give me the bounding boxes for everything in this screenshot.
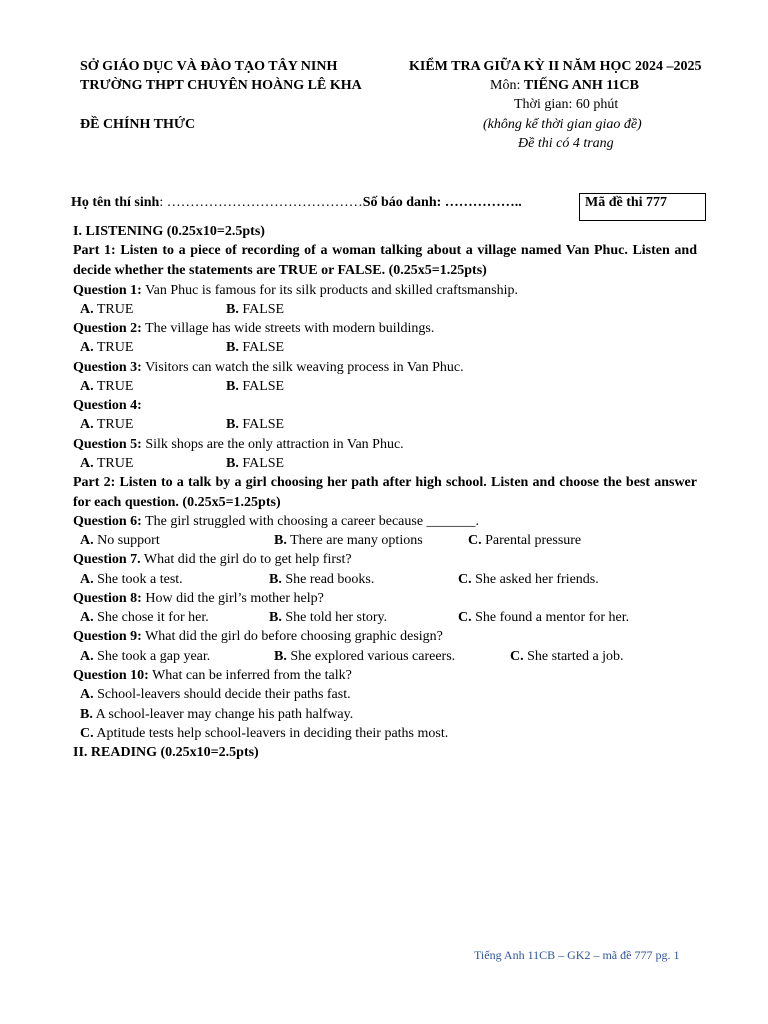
question-7-option-b[interactable]: B. She read books. <box>269 572 375 587</box>
question-10-option-a[interactable]: A. School-leavers should decide their paths fast. <box>80 687 351 702</box>
question-5-text: Silk shops are the only attraction in Van Phuc. <box>141 437 404 452</box>
question-6-option-c[interactable]: C. Parental pressure <box>468 533 582 548</box>
question-8-option-a[interactable]: A. She chose it for her. <box>80 610 209 625</box>
question-8-option-b[interactable]: B. She told her story. <box>269 610 388 625</box>
question-3-option-b[interactable]: B. FALSE <box>226 379 285 394</box>
time-note: (không kể thời gian giao đề) <box>483 117 642 132</box>
question-9-label: Question 9: <box>73 629 142 644</box>
part2-instructions: Part 2: Listen to a talk by a girl choosing her path after high school. Listen and choose the best answer for each question. (0.25x5=1.25pts) <box>73 475 697 510</box>
question-2-text: The village has wide streets with modern buildings. <box>141 321 435 336</box>
question-1-option-a[interactable]: A. TRUE <box>80 302 134 317</box>
subject-prefix: Môn: <box>490 78 524 93</box>
question-2 <box>73 319 434 338</box>
question-9 <box>73 627 443 646</box>
question-3-label: Question 3: <box>73 360 142 375</box>
question-3-option-a[interactable]: A. TRUE <box>80 379 134 394</box>
question-10 <box>73 666 352 685</box>
question-1-label: Question 1: <box>73 283 142 298</box>
question-3 <box>73 358 464 377</box>
question-4-label: Question 4: <box>73 398 142 413</box>
question-3-text: Visitors can watch the silk weaving process in Van Phuc. <box>141 360 464 375</box>
question-10-text: What can be inferred from the talk? <box>148 668 352 683</box>
question-5-option-b[interactable]: B. FALSE <box>226 456 285 471</box>
exam-time: Thời gian: 60 phút <box>514 97 619 112</box>
question-2-option-b[interactable]: B. FALSE <box>226 340 285 355</box>
school-name: TRƯỜNG THPT CHUYÊN HOÀNG LÊ KHA <box>80 78 362 93</box>
question-9-option-a[interactable]: A. She took a gap year. <box>80 649 211 664</box>
question-1-text: Van Phuc is famous for its silk products and skilled craftsmanship. <box>141 283 518 298</box>
section-listening-title: I. LISTENING (0.25x10=2.5pts) <box>73 224 265 239</box>
question-8 <box>73 589 324 608</box>
question-9-text: What did the girl do before choosing graphic design? <box>141 629 443 644</box>
question-7-option-c[interactable]: C. She asked her friends. <box>458 572 599 587</box>
question-2-option-a[interactable]: A. TRUE <box>80 340 134 355</box>
section-reading-title: II. READING (0.25x10=2.5pts) <box>73 745 259 760</box>
question-5 <box>73 435 404 454</box>
subject-name: TIẾNG ANH 11CB <box>523 78 639 93</box>
subject-line <box>490 78 639 94</box>
question-10-option-b[interactable]: B. A school-leaver may change his path halfway. <box>80 707 354 722</box>
question-10-option-c[interactable]: C. Aptitude tests help school-leavers in deciding their paths most. <box>80 726 449 741</box>
question-6-option-a[interactable]: A. No support <box>80 533 160 548</box>
question-5-label: Question 5: <box>73 437 142 452</box>
question-6 <box>73 512 479 531</box>
department-name: SỞ GIÁO DỤC VÀ ĐÀO TẠO TÂY NINH <box>80 59 338 74</box>
question-7-option-a[interactable]: A. She took a test. <box>80 572 183 587</box>
question-5-option-a[interactable]: A. TRUE <box>80 456 134 471</box>
question-7-label: Question 7. <box>73 552 141 567</box>
question-6-label: Question 6: <box>73 514 142 529</box>
question-9-option-c[interactable]: C. She started a job. <box>510 649 624 664</box>
question-10-label: Question 10: <box>73 668 149 683</box>
exam-title: KIỂM TRA GIỮA KỲ II NĂM HỌC 2024 –2025 <box>409 59 702 74</box>
question-4-option-b[interactable]: B. FALSE <box>226 417 285 432</box>
question-1 <box>73 281 518 300</box>
question-8-text: How did the girl’s mother help? <box>141 591 324 606</box>
candidate-name-label: Họ tên thí sinh <box>71 195 160 210</box>
question-9-option-b[interactable]: B. She explored various careers. <box>274 649 456 664</box>
page-count: Đề thi có 4 trang <box>518 136 614 151</box>
question-6-text: The girl struggled with choosing a career because _______. <box>141 514 480 529</box>
question-8-label: Question 8: <box>73 591 142 606</box>
part1-instructions: Part 1: Listen to a piece of recording of a woman talking about a village named Van Phuc. Listen and decide whether the statements are TRUE or FALSE. (0.25x5=1.25pts) <box>73 243 697 278</box>
question-6-option-b[interactable]: B. There are many options <box>274 533 423 548</box>
question-8-option-c[interactable]: C. She found a mentor for her. <box>458 610 630 625</box>
question-4-option-a[interactable]: A. TRUE <box>80 417 134 432</box>
official-label: ĐỀ CHÍNH THỨC <box>80 117 196 132</box>
candidate-name-line <box>71 195 522 211</box>
page-footer: Tiếng Anh 11CB – GK2 – mã đề 777 pg. 1 <box>474 948 680 962</box>
exam-code: Mã đề thi 777 <box>585 195 668 210</box>
question-7-text: What did the girl do to get help first? <box>140 552 352 567</box>
question-7 <box>73 550 352 569</box>
candidate-name-dots: : …………………………………… <box>159 195 363 210</box>
candidate-id-label: Số báo danh: …………….. <box>362 195 522 210</box>
question-1-option-b[interactable]: B. FALSE <box>226 302 285 317</box>
question-4 <box>73 396 142 415</box>
question-2-label: Question 2: <box>73 321 142 336</box>
